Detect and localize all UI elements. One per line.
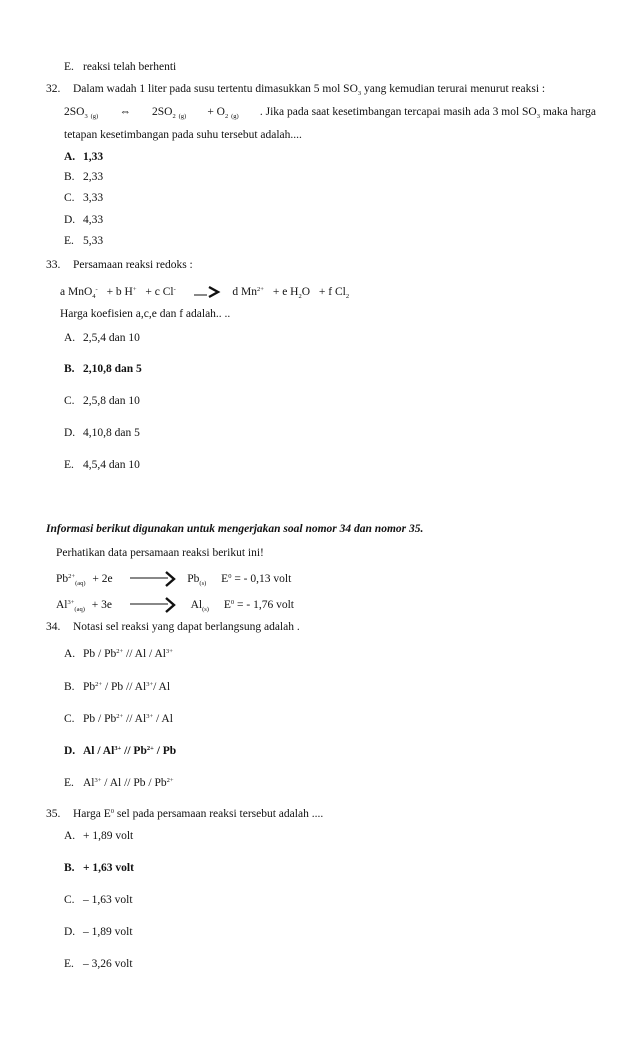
option-text: 4,10,8 dan 5 xyxy=(83,427,140,439)
electrons: + 3e xyxy=(91,599,112,611)
option-text: / Pb xyxy=(153,745,177,757)
option-label: B. xyxy=(64,681,75,693)
formula: a MnO xyxy=(60,286,93,298)
superscript: 3+ xyxy=(114,745,122,752)
formula: + b H xyxy=(106,286,133,298)
option-text: 4,33 xyxy=(83,214,104,226)
option-text: 2,5,4 dan 10 xyxy=(83,332,140,344)
superscript: 3+ xyxy=(146,713,154,720)
option-label: B. xyxy=(64,171,75,183)
option-text: Pb / Pb xyxy=(83,648,117,660)
option-text: // Al / Al xyxy=(123,648,166,660)
reaction-arrow-icon xyxy=(192,284,222,300)
subscript: 3 xyxy=(84,113,88,120)
superscript: 2+ xyxy=(95,681,103,688)
option-label: C. xyxy=(64,894,75,906)
option-text: + 1,89 volt xyxy=(83,830,134,842)
option-text: 4,5,4 dan 10 xyxy=(83,459,140,471)
phase: (aq) xyxy=(74,606,85,613)
subscript: 2 xyxy=(345,293,350,300)
superscript: 3+ xyxy=(94,777,102,784)
q34-option-c xyxy=(64,710,173,726)
formula: O xyxy=(301,286,311,298)
option-text: // Pb xyxy=(121,745,147,757)
stem-text-tail: maka harga xyxy=(539,106,596,118)
q33-option-e xyxy=(64,458,140,472)
reaction-arrow-icon xyxy=(128,596,178,614)
option-text: reaksi telah berhenti xyxy=(83,61,177,73)
q31-option-e xyxy=(64,60,176,74)
formula: + c Cl xyxy=(145,286,174,298)
phase: (g) xyxy=(178,113,187,120)
superscript: 3+ xyxy=(146,681,154,688)
stem-text: . Jika pada saat kesetimbangan tercapai masih ada 3 mol SO xyxy=(259,106,537,118)
q35-option-c xyxy=(64,893,133,907)
q35-option-b xyxy=(64,861,134,875)
formula: 2SO xyxy=(151,106,173,118)
formula: + O xyxy=(207,106,225,118)
q32-option-b xyxy=(64,170,103,184)
option-label: E. xyxy=(64,235,74,247)
subscript: 3 xyxy=(536,113,540,120)
ion: Al xyxy=(56,599,68,611)
superscript: 3+ xyxy=(67,599,75,606)
stem-text: Notasi sel reaksi yang dapat berlangsung adalah . xyxy=(73,621,300,633)
subscript: 3 xyxy=(357,90,362,97)
q33-option-a xyxy=(64,331,140,345)
q33-stem xyxy=(46,258,193,272)
question-number: 35. xyxy=(46,808,61,820)
option-label: E. xyxy=(64,958,74,970)
superscript: + xyxy=(132,286,137,293)
question-number: 32. xyxy=(46,83,61,95)
ion: Pb xyxy=(56,573,69,585)
q32-stem-end: tetapan kesetimbangan pada suhu tersebut adalah.... xyxy=(64,129,302,141)
formula: + f Cl xyxy=(318,286,346,298)
superscript: 3+ xyxy=(166,648,173,655)
q33-option-c xyxy=(64,394,140,408)
option-text: Al / Al xyxy=(83,745,115,757)
subscript: 4 xyxy=(92,293,96,300)
superscript: 2+ xyxy=(116,713,124,720)
phase: (g) xyxy=(90,113,99,120)
option-label: A. xyxy=(64,648,76,660)
option-text: / Al // Pb / Pb xyxy=(101,777,167,789)
q34-option-e xyxy=(64,774,174,790)
option-text: 2,5,8 dan 10 xyxy=(83,395,140,407)
q33-stem-end: Harga koefisien a,c,e dan f adalah.. .. xyxy=(60,308,231,320)
superscript: - xyxy=(173,286,176,293)
potential-value: = - 0,13 volt xyxy=(234,573,292,585)
reaction-2 xyxy=(56,596,294,617)
product: Al xyxy=(190,599,203,611)
option-label: B. xyxy=(64,862,75,874)
option-label: E. xyxy=(64,459,74,471)
potential-symbol: E xyxy=(221,573,229,585)
option-label: D. xyxy=(64,214,76,226)
option-label: A. xyxy=(64,830,76,842)
superscript: 0 xyxy=(228,573,232,580)
q33-equation xyxy=(60,283,349,304)
option-text: – 1,89 volt xyxy=(83,926,133,938)
option-text: 5,33 xyxy=(83,235,104,247)
q34-stem xyxy=(46,620,300,634)
option-text: 2,10,8 dan 5 xyxy=(83,363,142,375)
phase: (s) xyxy=(199,580,207,587)
superscript: 2+ xyxy=(146,745,154,752)
option-text: – 3,26 volt xyxy=(83,958,133,970)
q32-option-a xyxy=(64,150,103,164)
info-intro: Perhatikan data persamaan reaksi berikut ini! xyxy=(56,547,264,559)
reaction-arrow-icon xyxy=(128,570,178,588)
q34-option-b xyxy=(64,678,170,694)
superscript: 2+ xyxy=(166,777,174,784)
superscript: - xyxy=(95,286,98,293)
product: Pb xyxy=(187,573,200,585)
phase: (g) xyxy=(231,113,239,120)
option-text: 3,33 xyxy=(83,192,104,204)
option-label: A. xyxy=(64,151,76,163)
q33-option-b xyxy=(64,362,142,376)
q32-option-d xyxy=(64,213,103,227)
stem-text: Dalam wadah 1 liter pada susu tertentu dimasukkan 5 mol SO xyxy=(73,83,358,95)
phase: (s) xyxy=(202,606,209,613)
info-heading: Informasi berikut digunakan untuk mengerjakan soal nomor 34 dan nomor 35. xyxy=(46,523,424,535)
q32-option-c xyxy=(64,191,103,205)
subscript: 2 xyxy=(224,113,229,120)
option-text: + 1,63 volt xyxy=(83,862,134,874)
potential-symbol: E xyxy=(223,599,231,611)
option-label: E. xyxy=(64,61,74,73)
option-text: – 1,63 volt xyxy=(83,894,133,906)
option-label: E. xyxy=(64,777,74,789)
option-text: Pb xyxy=(83,681,96,693)
stem-text-tail: sel pada persamaan reaksi tersebut adalah .... xyxy=(114,808,324,820)
option-text: / Al xyxy=(153,681,171,693)
option-text: Al xyxy=(83,777,95,789)
phase: (aq) xyxy=(75,580,86,587)
q35-option-d xyxy=(64,925,133,939)
q34-option-a xyxy=(64,645,173,661)
q35-stem xyxy=(46,805,323,821)
stem-text: Harga E xyxy=(73,808,111,820)
superscript: 2+ xyxy=(116,648,124,655)
stem-text-tail: yang kemudian terurai menurut reaksi : xyxy=(361,83,546,95)
q32-equation xyxy=(64,105,596,124)
option-text: // Al xyxy=(123,713,147,725)
option-label: C. xyxy=(64,395,75,407)
option-text: / Pb // Al xyxy=(102,681,147,693)
potential-value: = - 1,76 volt xyxy=(237,599,294,611)
q35-option-e xyxy=(64,957,133,971)
formula: + e H xyxy=(272,286,299,298)
formula: 2SO xyxy=(64,106,85,118)
option-text: / Al xyxy=(153,713,173,725)
equilibrium-arrow: ⇔ xyxy=(119,106,131,118)
superscript: 0 xyxy=(230,599,235,606)
option-label: C. xyxy=(64,192,75,204)
option-label: C. xyxy=(64,713,75,725)
subscript: 2 xyxy=(172,113,176,120)
electrons: + 2e xyxy=(92,573,113,585)
q34-option-d xyxy=(64,742,176,758)
q33-option-d xyxy=(64,426,140,440)
superscript: 2+ xyxy=(257,286,264,293)
option-label: D. xyxy=(64,427,76,439)
option-text: Pb / Pb xyxy=(83,713,117,725)
reaction-1 xyxy=(56,570,291,591)
option-label: D. xyxy=(64,926,76,938)
option-label: B. xyxy=(64,363,75,375)
subscript: 2 xyxy=(298,293,302,300)
q32-stem xyxy=(46,82,545,101)
formula: d Mn xyxy=(232,286,258,298)
superscript: 2+ xyxy=(68,573,76,580)
option-label: D. xyxy=(64,745,76,757)
superscript: 0 xyxy=(110,808,115,815)
stem-text: Persamaan reaksi redoks : xyxy=(73,259,193,271)
option-label: A. xyxy=(64,332,76,344)
question-number: 34. xyxy=(46,621,61,633)
option-text: 1,33 xyxy=(83,151,104,163)
option-text: 2,33 xyxy=(83,171,104,183)
q35-option-a xyxy=(64,829,133,843)
q32-option-e xyxy=(64,234,103,248)
question-number: 33. xyxy=(46,259,61,271)
